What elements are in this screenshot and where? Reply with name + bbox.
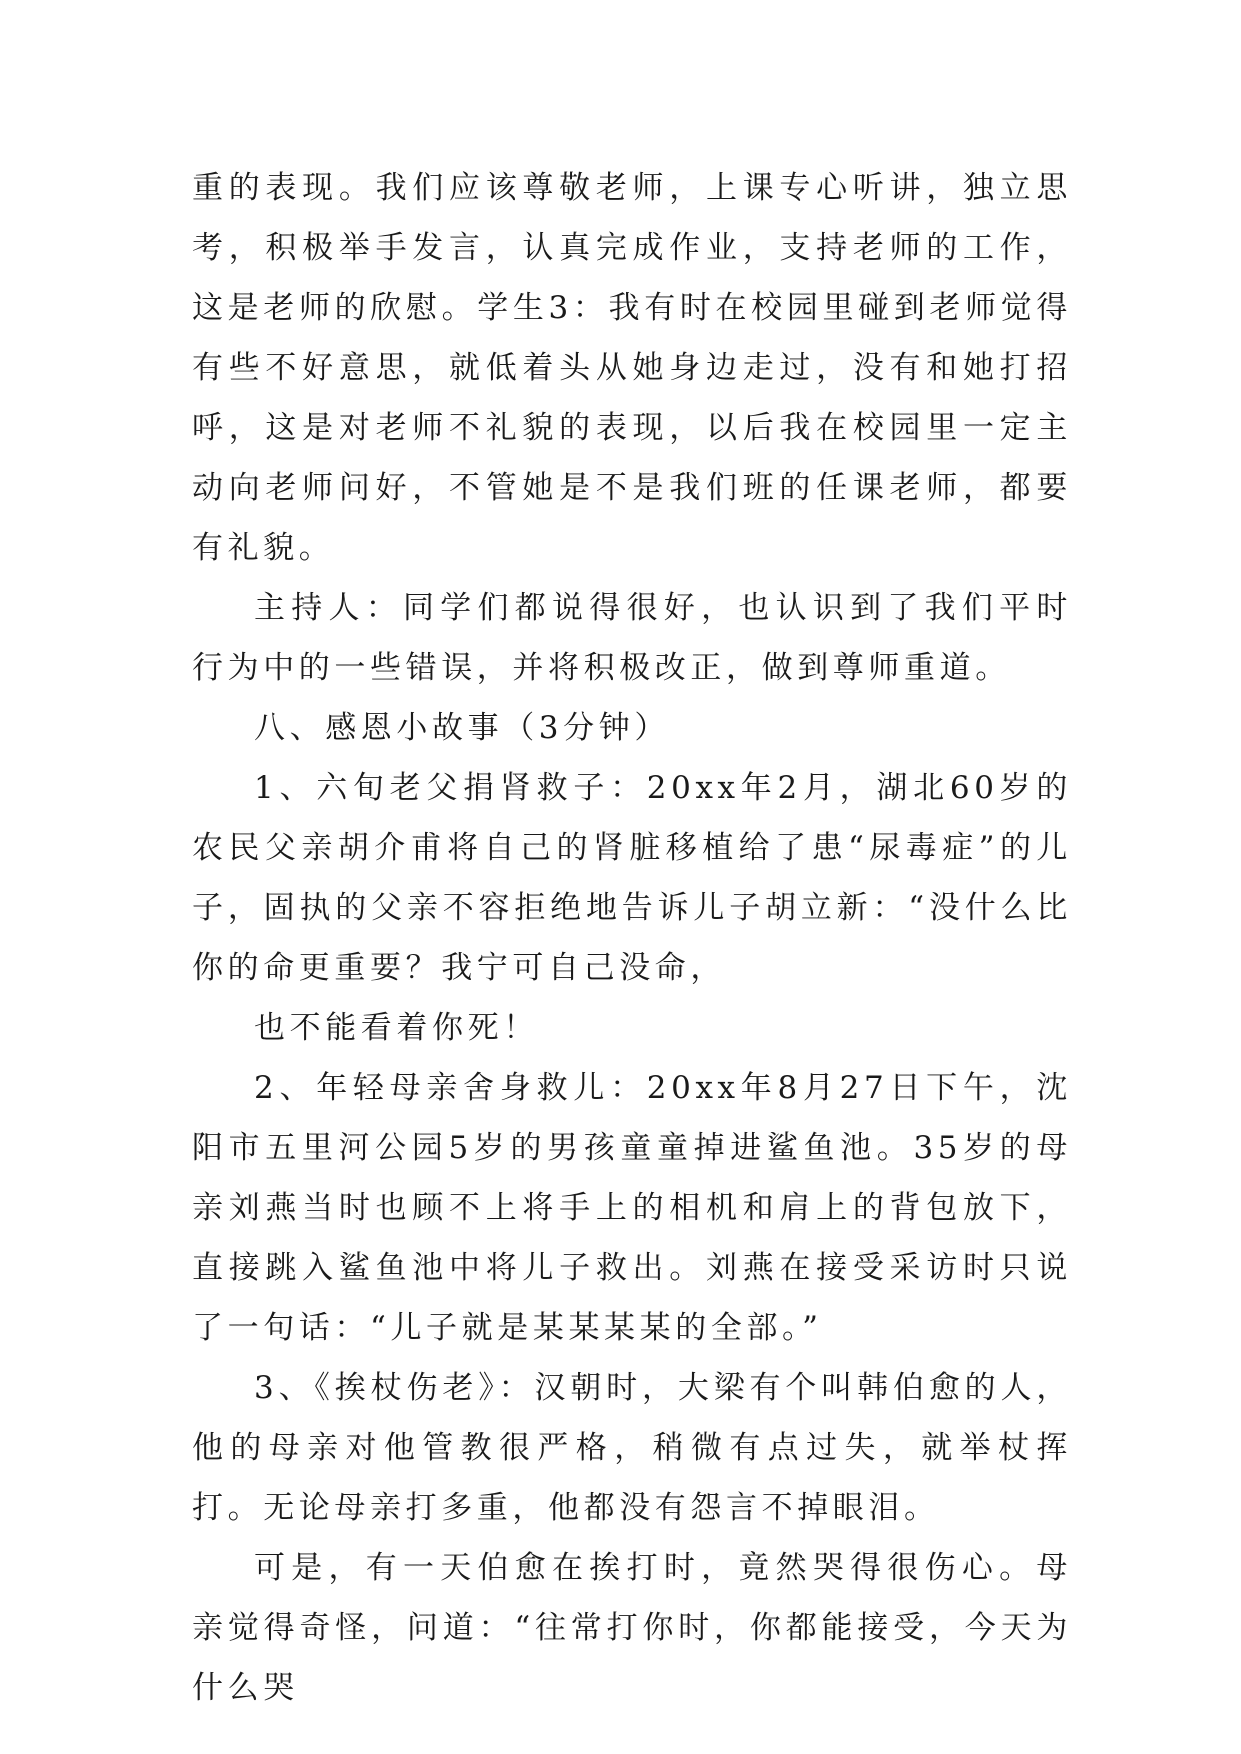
story-1-paragraph: 1、六旬老父捐肾救子：20xx年2月，湖北60岁的农民父亲胡介甫将自己的肾脏移植给了患“尿毒症”的儿子，固执的父亲不容拒绝地告诉儿子胡立新：“没什么比你的命更重要？我宁可自己没命， <box>192 770 1072 986</box>
story-2-paragraph: 2、年轻母亲舍身救儿：20xx年8月27日下午，沈阳市五里河公园5岁的男孩童童掉进鲨鱼池。35岁的母亲刘燕当时也顾不上将手上的相机和肩上的背包放下，直接跳入鲨鱼池中将儿子救出。刘燕在接受采访时只说了一句话：“儿子就是某某某某的全部。” <box>192 1070 1072 1346</box>
section-heading: 八、感恩小故事（3分钟） <box>254 710 670 746</box>
story-3-continuation: 可是，有一天伯愈在挨打时，竟然哭得很伤心。母亲觉得奇怪，问道：“往常打你时，你都能接受，今天为什么哭 <box>192 1550 1072 1706</box>
document-body <box>192 158 1072 1718</box>
story-3-paragraph: 3、《挨杖伤老》：汉朝时，大梁有个叫韩伯愈的人，他的母亲对他管教很严格，稍微有点过失，就举杖挥打。无论母亲打多重，他都没有怨言不掉眼泪。 <box>192 1370 1072 1526</box>
story-1-continuation: 也不能看着你死！ <box>254 1010 539 1046</box>
paragraph-1: 重的表现。我们应该尊敬老师，上课专心听讲，独立思考，积极举手发言，认真完成作业，支持老师的工作，这是老师的欣慰。学生3：我有时在校园里碰到老师觉得有些不好意思，就低着头从她身边走过，没有和她打招呼，这是对老师不礼貌的表现，以后我在校园里一定主动向老师问好，不管她是不是我们班的任课老师，都要有礼貌。 <box>192 170 1072 566</box>
paragraph-2: 主持人：同学们都说得很好，也认识到了我们平时行为中的一些错误，并将积极改正，做到尊师重道。 <box>192 590 1072 686</box>
